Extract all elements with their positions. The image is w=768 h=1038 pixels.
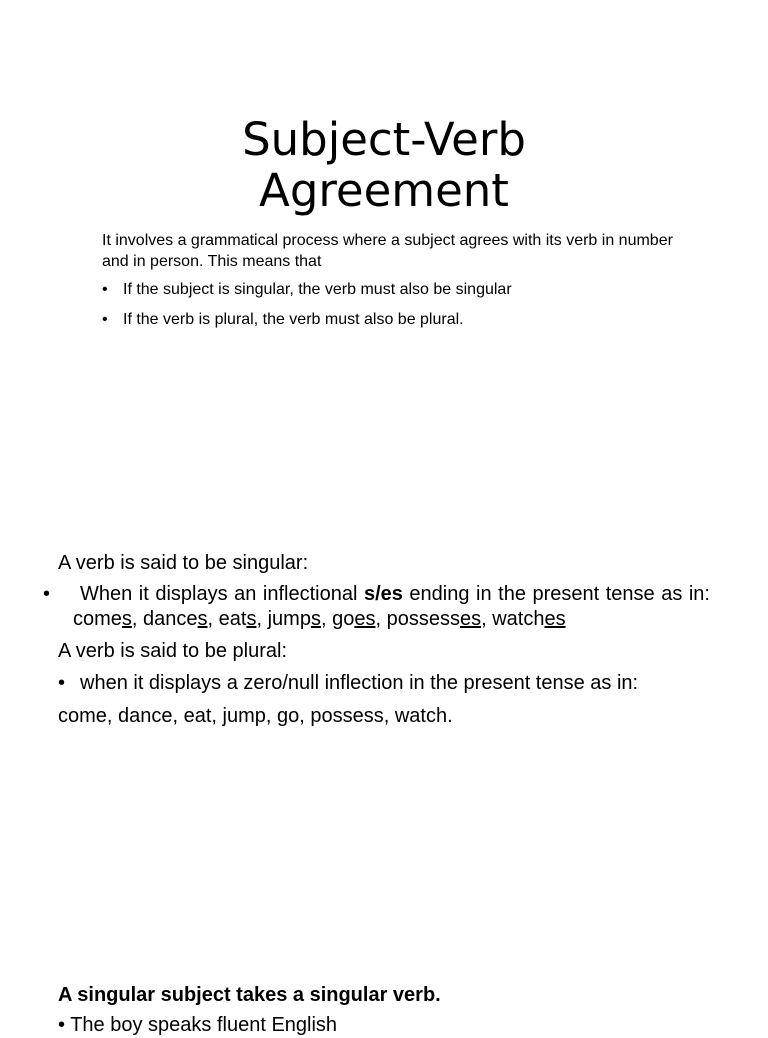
bullet-glyph: •: [58, 672, 66, 694]
plural-heading: A verb is said to be plural:: [58, 640, 288, 662]
intro-bullet-1-text: If the subject is singular, the verb must also be singular: [123, 281, 512, 298]
singular-example-eat: [219, 608, 257, 630]
intro-bullet-2: [102, 309, 464, 330]
singular-examples: comes, dances, eats, jumps, goes, possesses, watches: [73, 608, 566, 630]
bullet-glyph: •: [43, 583, 51, 605]
example-stem: go: [332, 608, 355, 630]
singular-bullet: [43, 582, 710, 632]
example-stem: eat: [218, 608, 247, 630]
singular-example-jump: [268, 608, 321, 630]
singular-bullet-suffix: s/es: [363, 583, 403, 605]
slide-title: [0, 114, 768, 216]
singular-example-possess: [387, 608, 482, 630]
singular-example-dance: [143, 608, 208, 630]
plural-examples: come, dance, eat, jump, go, possess, watch.: [58, 705, 453, 727]
example-ending: es: [459, 608, 482, 630]
title-line-1: Subject-Verb: [242, 113, 526, 166]
example-stem: jump: [267, 608, 311, 630]
example-stem: dance: [143, 608, 198, 630]
singular-example-watch: [492, 608, 565, 630]
bullet-glyph: •: [102, 281, 108, 298]
singular-example-come: [73, 608, 132, 630]
plural-bullet: [58, 671, 710, 696]
bullet-glyph: •: [102, 311, 108, 328]
singular-bullet-text-a: When it displays an inflectional: [80, 583, 364, 605]
title-line-2: Agreement: [259, 164, 509, 217]
singular-heading: A verb is said to be singular:: [58, 552, 309, 574]
singular-bullet-text-c: ending in the present tense as in:: [402, 583, 710, 605]
rule-heading: A singular subject takes a singular verb.: [58, 984, 441, 1006]
rule-bullet-text: The boy speaks fluent English: [70, 1014, 338, 1036]
bullet-glyph: •: [58, 1014, 66, 1036]
example-ending: s: [310, 608, 321, 630]
example-ending: s: [121, 608, 132, 630]
example-stem: possess: [386, 608, 460, 630]
example-stem: watch: [492, 608, 545, 630]
intro-bullet-1: [102, 279, 512, 300]
example-ending: s: [246, 608, 257, 630]
singular-example-go: [332, 608, 375, 630]
example-stem: come: [73, 608, 122, 630]
intro-bullet-2-text: If the verb is plural, the verb must also be plural.: [123, 311, 464, 328]
rule-bullet: [58, 1012, 337, 1038]
example-ending: s: [197, 608, 208, 630]
plural-bullet-text: when it displays a zero/null inflection in the present tense as in:: [80, 672, 639, 694]
intro-paragraph: It involves a grammatical process where a subject agrees with its verb in number and in person. This means that: [102, 232, 673, 270]
example-ending: es: [544, 608, 566, 630]
example-ending: es: [354, 608, 376, 630]
